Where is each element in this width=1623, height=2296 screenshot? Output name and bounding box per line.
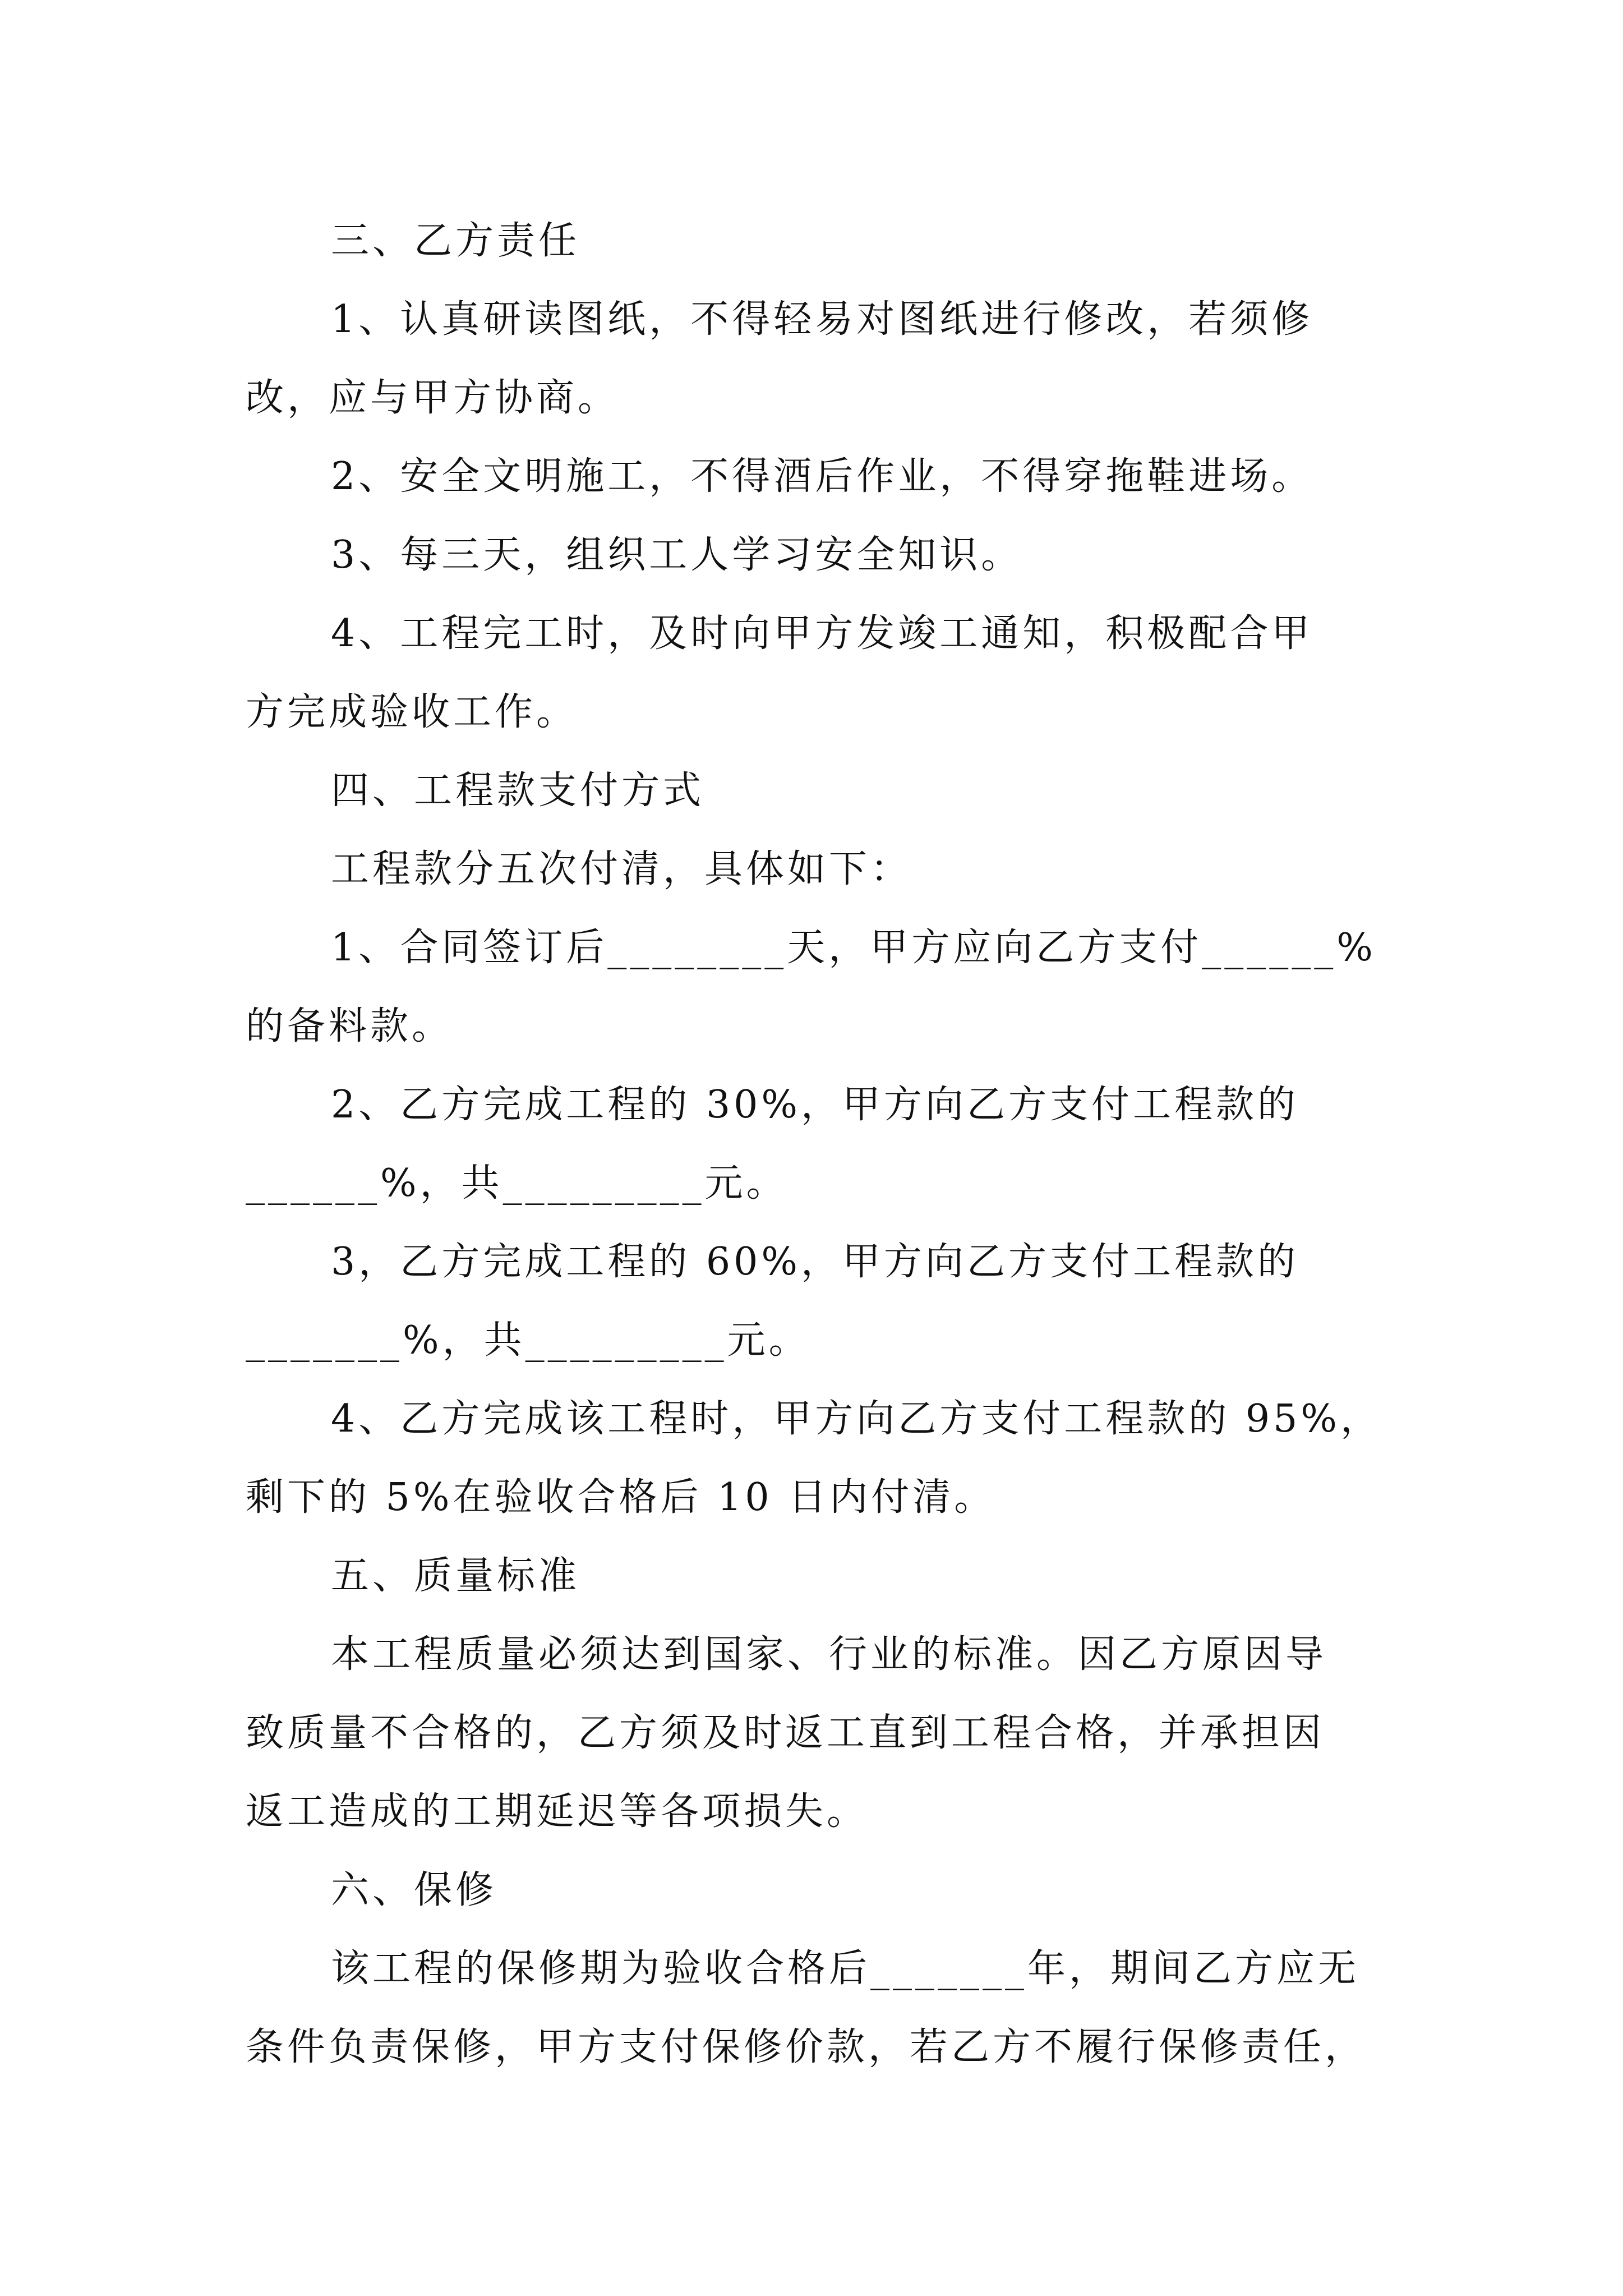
paragraph-line: 致质量不合格的，乙方须及时返工直到工程合格，并承担因 [246,1711,1325,1755]
section-heading-payment-method: 四、工程款支付方式 [331,769,705,813]
paragraph-line: 1、认真研读图纸，不得轻易对图纸进行修改，若须修 [331,297,1313,342]
section-heading-quality-standard: 五、质量标准 [331,1554,580,1598]
section-heading-warranty: 六、保修 [331,1868,497,1912]
paragraph-line: 4、乙方完成该工程时，甲方向乙方支付工程款的 95%， [331,1397,1382,1441]
paragraph-line: 3、每三天，组织工人学习安全知识。 [331,533,1023,577]
paragraph-line: 条件负责保修，甲方支付保修价款，若乙方不履行保修责任， [246,2025,1367,2069]
document-body [246,202,1407,2087]
paragraph-line: _______%，共_________元。 [246,1318,810,1363]
paragraph-line: 4、工程完工时，及时向甲方发竣工通知，积极配合甲 [331,611,1313,656]
paragraph-line: 的备料款。 [246,1004,454,1048]
paragraph-line: 工程款分五次付清，具体如下： [331,847,912,891]
paragraph-line: 返工造成的工期延迟等各项损失。 [246,1789,869,1834]
paragraph-line: 方完成验收工作。 [246,690,578,734]
paragraph-line: 1、合同签订后________天，甲方应向乙方支付______% [331,926,1376,970]
paragraph-line: 本工程质量必须达到国家、行业的标准。因乙方原因导 [331,1632,1327,1677]
paragraph-line: 2、乙方完成工程的 30%，甲方向乙方支付工程款的 [331,1083,1299,1127]
paragraph-line: 改，应与甲方协商。 [246,376,620,420]
paragraph-line: 剩下的 5%在验收合格后 10 日内付清。 [246,1475,996,1520]
section-heading-party-b-responsibilities: 三、乙方责任 [331,219,580,263]
paragraph-line: 2、安全文明施工，不得酒后作业，不得穿拖鞋进场。 [331,454,1313,499]
paragraph-line: 3，乙方完成工程的 60%，甲方向乙方支付工程款的 [331,1240,1299,1284]
paragraph-line: ______%，共_________元。 [246,1161,788,1205]
paragraph-line: 该工程的保修期为验收合格后_______年，期间乙方应无 [331,1947,1360,1991]
